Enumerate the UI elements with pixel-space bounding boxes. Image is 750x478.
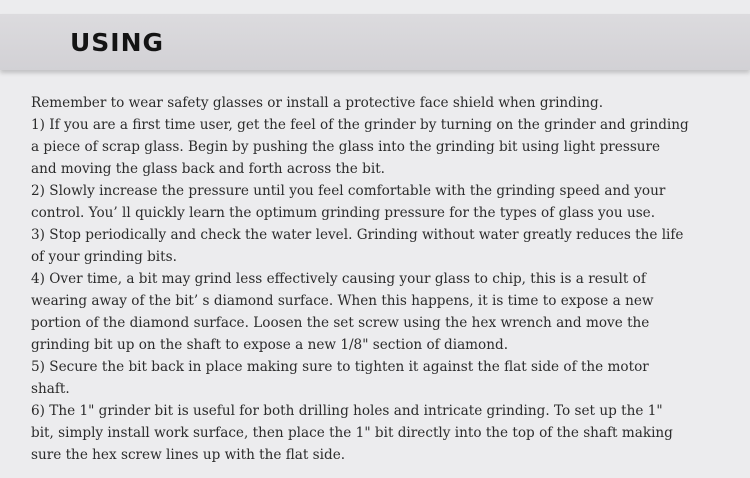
text-line: 2) Slowly increase the pressure until you feel comfortable with the grinding speed and your [31,183,666,199]
text-line: grinding bit up on the shaft to expose a new 1/8" section of diamond. [31,337,509,353]
text-line: 6) The 1" grinder bit is useful for both drilling holes and intricate grinding. To set up the 1" [31,403,663,419]
text-line: 1) If you are a first time user, get the feel of the grinder by turning on the grinder and grinding [31,117,689,133]
text-line: 4) Over time, a bit may grind less effectively causing your glass to chip, this is a result of [31,271,646,287]
text-line: Remember to wear safety glasses or install a protective face shield when grinding. [31,95,604,111]
text-line: a piece of scrap glass. Begin by pushing the glass into the grinding bit using light pressure [31,139,661,155]
text-line: wearing away of the bit’ s diamond surface. When this happens, it is time to expose a new [31,293,654,309]
text-line: and moving the glass back and forth across the bit. [31,161,385,177]
text-line: bit, simply install work surface, then place the 1" bit directly into the top of the shaft making [31,425,673,441]
text-line: control. You’ ll quickly learn the optimum grinding pressure for the types of glass you use. [31,205,656,221]
instructions-text [31,92,731,466]
text-line: 5) Secure the bit back in place making sure to tighten it against the flat side of the motor [31,359,649,375]
text-line: portion of the diamond surface. Loosen the set screw using the hex wrench and move the [31,315,650,331]
text-line: shaft. [31,381,70,397]
section-header [0,14,750,70]
text-line: 3) Stop periodically and check the water level. Grinding without water greatly reduces the life [31,227,684,243]
text-line: of your grinding bits. [31,249,177,265]
text-line: sure the hex screw lines up with the flat side. [31,447,346,463]
section-title: USING [70,28,165,57]
